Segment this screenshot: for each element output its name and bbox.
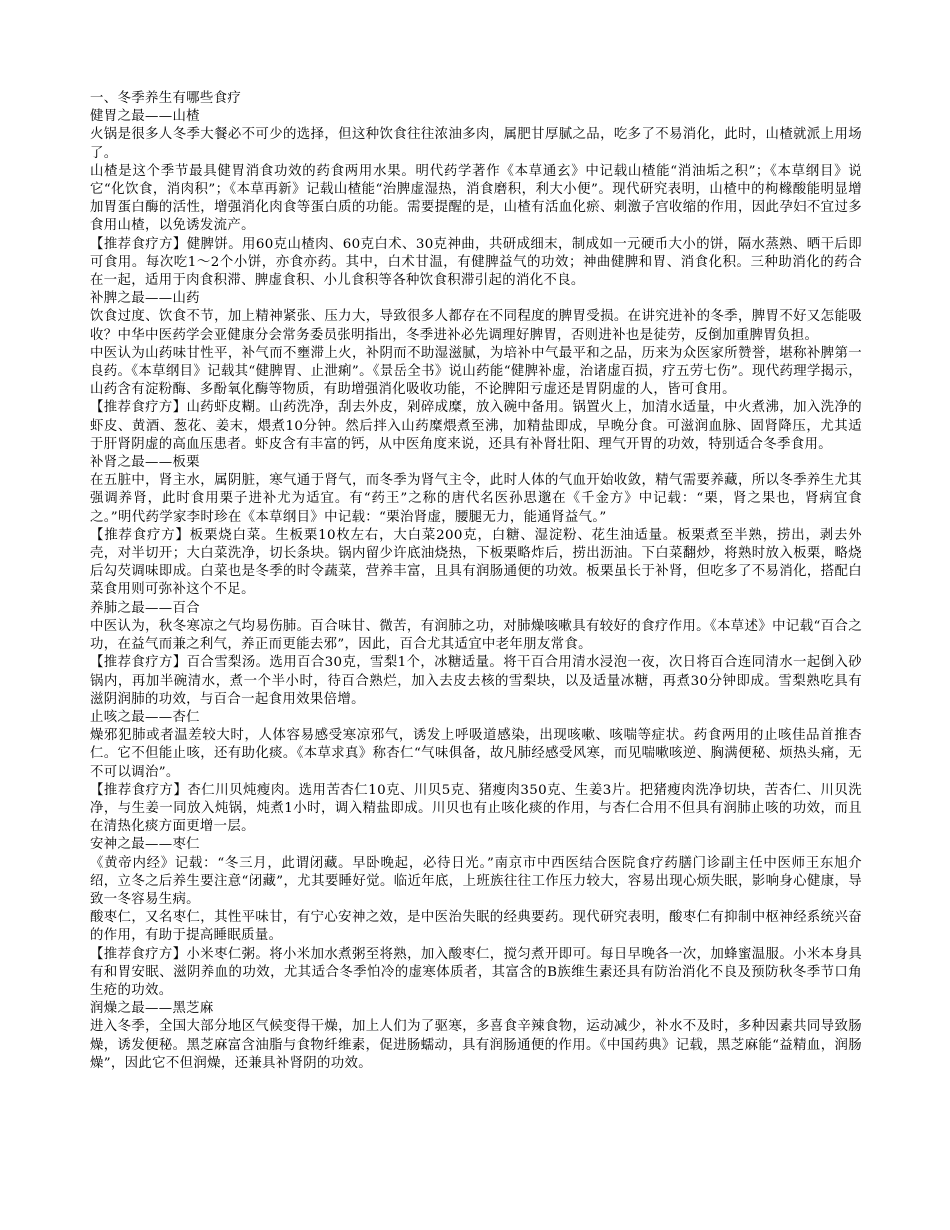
recipe-paragraph: 【推荐食疗方】板栗烧白菜。生板栗10枚左右，大白菜200克，白糖、湿淀粉、花生油适量。板栗煮至半熟，捞出，剥去外壳，对半切开；大白菜洗净，切长条块。锅内留少许底油烧热，下板栗略炸后，捞出沥油。下白菜翻炒，将熟时放入板栗，略烧后勾芡调味即成。白菜也是冬季的时令蔬菜，营养丰富，且具有润肠通便的功效。板栗虽长于补肾，但吃多了不易消化，搭配白菜食用则可弥补这个不足。 (90, 527, 862, 598)
subsection-heading-yam: 补脾之最——山药 (90, 291, 200, 307)
subsection-heading-chestnut: 补肾之最——板栗 (90, 455, 200, 471)
recipe-paragraph: 【推荐食疗方】小米枣仁粥。将小米加水煮粥至将熟，加入酸枣仁，搅匀煮开即可。每日早晚各一次，加蜂蜜温服。小米本身具有和胃安眠、滋阴养血的功效，尤其适合冬季怕冷的虚寒体质者，其富含的B族维生素还具有防治消化不良及预防秋冬季节口角生疮的功效。 (90, 946, 862, 998)
subsection-heading-lily: 养肺之最——百合 (90, 600, 200, 616)
paragraph: 中医认为，秋冬寒凉之气均易伤肺。百合味甘、微苦，有润肺之功，对肺燥咳嗽具有较好的食疗作用。《本草述》中记载“百合之功，在益气而兼之利气，养正而更能去邪”，因此，百合尤其适宜中老年朋友常食。 (90, 618, 862, 653)
paragraph: 中医认为山药味甘性平，补气而不壅滞上火，补阴而不助湿滋腻，为培补中气最平和之品，历来为众医家所赞誉，堪称补脾第一良药。《本草纲目》记载其“健脾胃、止泄痢”。《景岳全书》说山药能“健脾补虚，治诸虚百损，疗五劳七伤”。现代药理学揭示，山药含有淀粉酶、多酚氧化酶等物质，有助增强消化吸收功能，不论脾阳亏虚还是胃阴虚的人，皆可食用。 (90, 345, 862, 398)
subsection-heading-black-sesame: 润燥之最——黑芝麻 (90, 1001, 214, 1017)
paragraph: 《黄帝内经》记载：“冬三月，此谓闭藏。早卧晚起，必待日光。”南京市中西医结合医院食疗药膳门诊副主任中医师王东旭介绍，立冬之后养生要注意“闭藏”，尤其要睡好觉。临近年底，上班族往往工作压力较大，容易出现心烦失眠，影响身心健康，导致一冬容易生病。 (90, 855, 862, 907)
recipe-paragraph: 【推荐食疗方】山药虾皮糊。山药洗净，刮去外皮，剁碎成糜，放入碗中备用。锅置火上，加清水适量，中火煮沸，加入洗净的虾皮、黄酒、葱花、姜末，煨煮10分钟。然后拌入山药糜煨煮至沸，加精盐即成，早晚分食。可滋润血脉、固肾降压，尤其适于肝肾阴虚的高血压患者。虾皮含有丰富的钙，从中医角度来说，还具有补肾壮阳、理气开胃的功效，特别适合冬季食用。 (90, 400, 862, 452)
subsection-heading-hawthorn: 健胃之最——山楂 (90, 109, 200, 125)
document-body (90, 90, 862, 1073)
paragraph: 饮食过度、饮食不节，加上精神紧张、压力大，导致很多人都存在不同程度的脾胃受损。在讲究进补的冬季，脾胃不好又怎能吸收？中华中医药学会亚健康分会常务委员张明指出，冬季进补必先调理好脾胃，否则进补也是徒劳，反倒加重脾胃负担。 (90, 309, 862, 343)
paragraph: 燥邪犯肺或者温差较大时，人体容易感受寒凉邪气，诱发上呼吸道感染，出现咳嗽、咳喘等症状。药食两用的止咳佳品首推杏仁。它不但能止咳，还有助化痰。《本草求真》称杏仁“气味俱备，故凡肺经感受风寒，而见喘嗽咳逆、胸满便秘、烦热头痛，无不可以调治”。 (90, 728, 862, 780)
paragraph: 在五脏中，肾主水，属阴脏，寒气通于肾气，而冬季为肾气主令，此时人体的气血开始收敛，精气需要养藏，所以冬季养生尤其强调养肾，此时食用栗子进补尤为适宜。有“药王”之称的唐代名医孙思邈在《千金方》中记载：“栗，肾之果也，肾病宜食之。”明代药学家李时珍在《本草纲目》中记载：“栗治肾虚，腰腿无力，能通肾益气。” (90, 473, 862, 525)
section-heading: 一、冬季养生有哪些食疗 (90, 91, 242, 106)
paragraph: 火锅是很多人冬季大餐必不可少的选择，但这种饮食往往浓油多肉，属肥甘厚腻之品，吃多了不易消化，此时，山楂就派上用场了。 (90, 127, 862, 161)
paragraph: 山楂是这个季节最具健胃消食功效的药食两用水果。明代药学著作《本草通玄》中记载山楂能“消油垢之积”；《本草纲目》说它“化饮食，消肉积”；《本草再新》记载山楂能“治脾虚湿热，消食磨积，利大小便”。现代研究表明，山楂中的枸橼酸能明显增加胃蛋白酶的活性，增强消化肉食等蛋白质的功能。需要提醒的是，山楂有活血化瘀、刺激子宫收缩的作用，因此孕妇不宜过多食用山楂，以免诱发流产。 (90, 163, 862, 234)
paragraph: 酸枣仁，又名枣仁，其性平味甘，有宁心安神之效，是中医治失眠的经典要药。现代研究表明，酸枣仁有抑制中枢神经系统兴奋的作用，有助于提高睡眠质量。 (90, 910, 862, 944)
subsection-heading-jujube-seed: 安神之最——枣仁 (90, 837, 200, 853)
paragraph: 进入冬季，全国大部分地区气候变得干燥，加上人们为了驱寒，多喜食辛辣食物，运动减少，补水不及时，多种因素共同导致肠燥，诱发便秘。黑芝麻富含油脂与食物纤维素，促进肠蠕动，具有润肠通便的作用。《中国药典》记载，黑芝麻能“益精血，润肠燥”，因此它不但润燥，还兼具补肾阴的功效。 (90, 1019, 862, 1071)
recipe-paragraph: 【推荐食疗方】百合雪梨汤。选用百合30克，雪梨1个，冰糖适量。将干百合用清水浸泡一夜，次日将百合连同清水一起倒入砂锅内，再加半碗清水，煮一个半小时，待百合熟烂，加入去皮去核的雪梨块，以及适量冰糖，再煮30分钟即成。雪梨熟吃具有滋阴润肺的功效，与百合一起食用效果倍增。 (90, 655, 862, 707)
subsection-heading-almond: 止咳之最——杏仁 (90, 709, 200, 725)
recipe-paragraph: 【推荐食疗方】杏仁川贝炖瘦肉。选用苦杏仁10克、川贝5克、猪瘦肉350克、生姜3片。把猪瘦肉洗净切块，苦杏仁、川贝洗净，与生姜一同放入炖锅，炖煮1小时，调入精盐即成。川贝也有止咳化痰的作用，与杏仁合用不但具有润肺止咳的功效，而且在清热化痰方面更增一层。 (90, 782, 862, 835)
recipe-paragraph: 【推荐食疗方】健脾饼。用60克山楂肉、60克白术、30克神曲，共研成细末，制成如一元硬币大小的饼，隔水蒸熟、晒干后即可食用。每次吃1～2个小饼，亦食亦药。其中，白术甘温，有健脾益气的功效；神曲健脾和胃、消食化积。三种助消化的药合在一起，适用于肉食积滞、脾虚食积、小儿食积等各种饮食积滞引起的消化不良。 (90, 236, 862, 289)
